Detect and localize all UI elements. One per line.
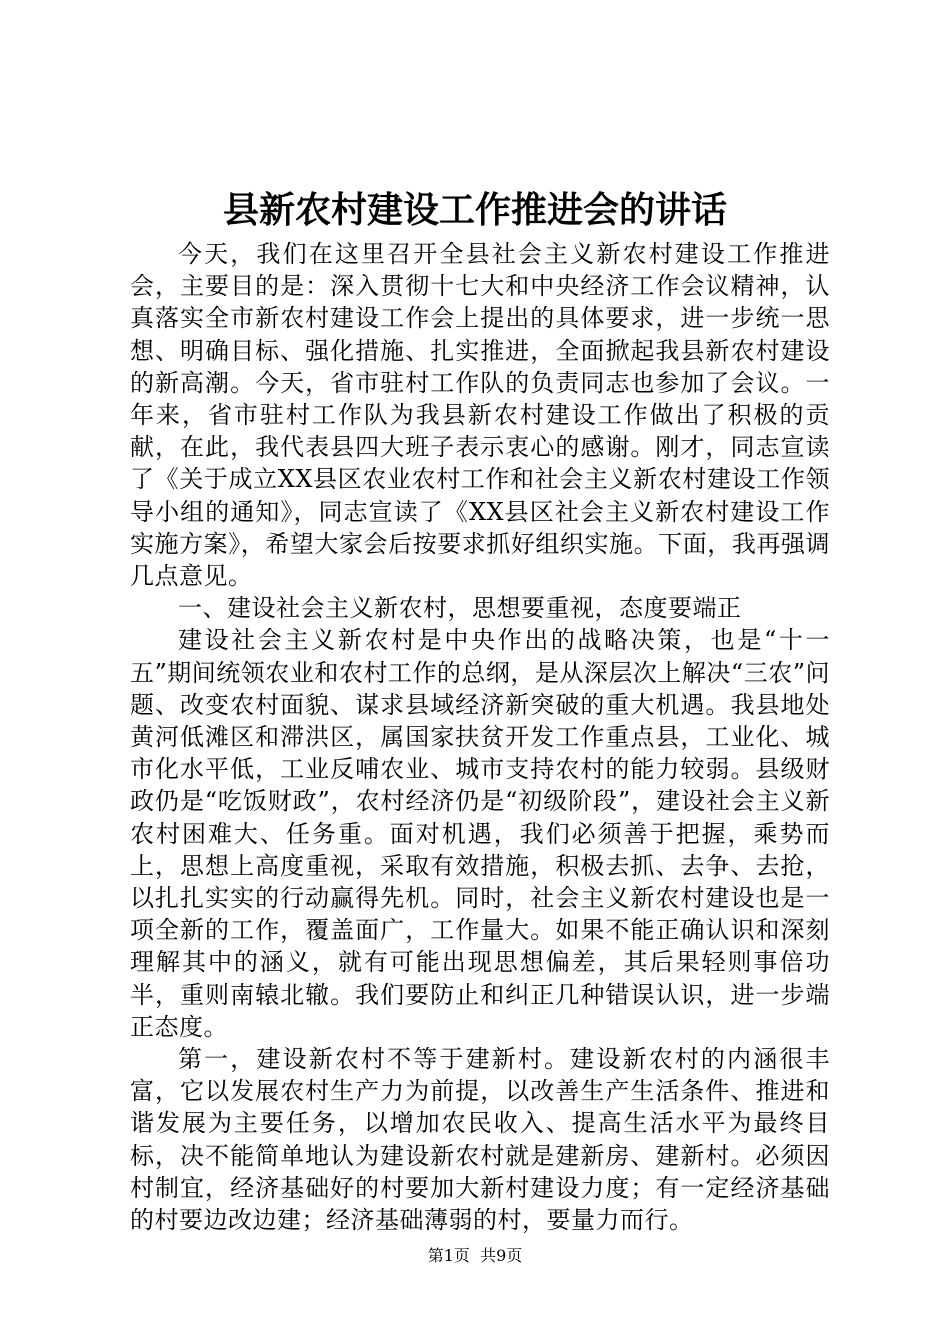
- page-total: 共9页: [480, 1246, 523, 1265]
- document-body: [130, 238, 830, 1236]
- page-number: 第1页: [427, 1246, 470, 1265]
- document-title: 县新农村建设工作推进会的讲话: [222, 189, 727, 231]
- paragraph-point-1: 第一，建设新农村不等于建新村。建设新农村的内涵很丰富，它以发展农村生产力为前提，以改善生产生活条件、推进和谐发展为主要任务，以增加农民收入、提高生活水平为最终目标，决不能简单地认为建设新农村就是建新房、建新村。必须因村制宜，经济基础好的村要加大新村建设力度；有一定经济基础的村要边改边建；经济基础薄弱的村，要量力而行。: [130, 1045, 830, 1235]
- paragraph-section-1: 建设社会主义新农村是中央作出的战略决策，也是“十一五”期间统领农业和农村工作的总纲，是从深层次上解决“三农”问题、改变农村面貌、谋求县域经济新突破的重大机遇。我县地处黄河低滩区和滞洪区，属国家扶贫开发工作重点县，工业化、城市化水平低，工业反哺农业、城市支持农村的能力较弱。县级财政仍是“吃饭财政”，农村经济仍是“初级阶段”，建设社会主义新农村困难大、任务重。面对机遇，我们必须善于把握，乘势而上，思想上高度重视，采取有效措施，积极去抓、去争、去抢，以扎扎实实的行动赢得先机。同时，社会主义新农村建设也是一项全新的工作，覆盖面广，工作量大。如果不能正确认识和深刻理解其中的涵义，就有可能出现思想偏差，其后果轻则事倍功半，重则南辕北辙。我们要防止和纠正几种错误认识，进一步端正态度。: [130, 626, 830, 1041]
- paragraph-intro: 今天，我们在这里召开全县社会主义新农村建设工作推进会，主要目的是：深入贯彻十七大和中央经济工作会议精神，认真落实全市新农村建设工作会上提出的具体要求，进一步统一思想、明确目标、强化措施、扎实推进，全面掀起我县新农村建设的新高潮。今天，省市驻村工作队的负责同志也参加了会议。一年来，省市驻村工作队为我县新农村建设工作做出了积极的贡献，在此，我代表县四大班子表示衷心的感谢。刚才，同志宣读了《关于成立XX县区农业农村工作和社会主义新农村建设工作领导小组的通知》，同志宣读了《XX县区社会主义新农村建设工作实施方案》，希望大家会后按要求抓好组织实施。下面，我再强调几点意见。: [130, 240, 830, 591]
- page-footer: [0, 1244, 950, 1268]
- section-heading-1: 一、建设社会主义新农村，思想要重视，态度要端正: [178, 594, 742, 623]
